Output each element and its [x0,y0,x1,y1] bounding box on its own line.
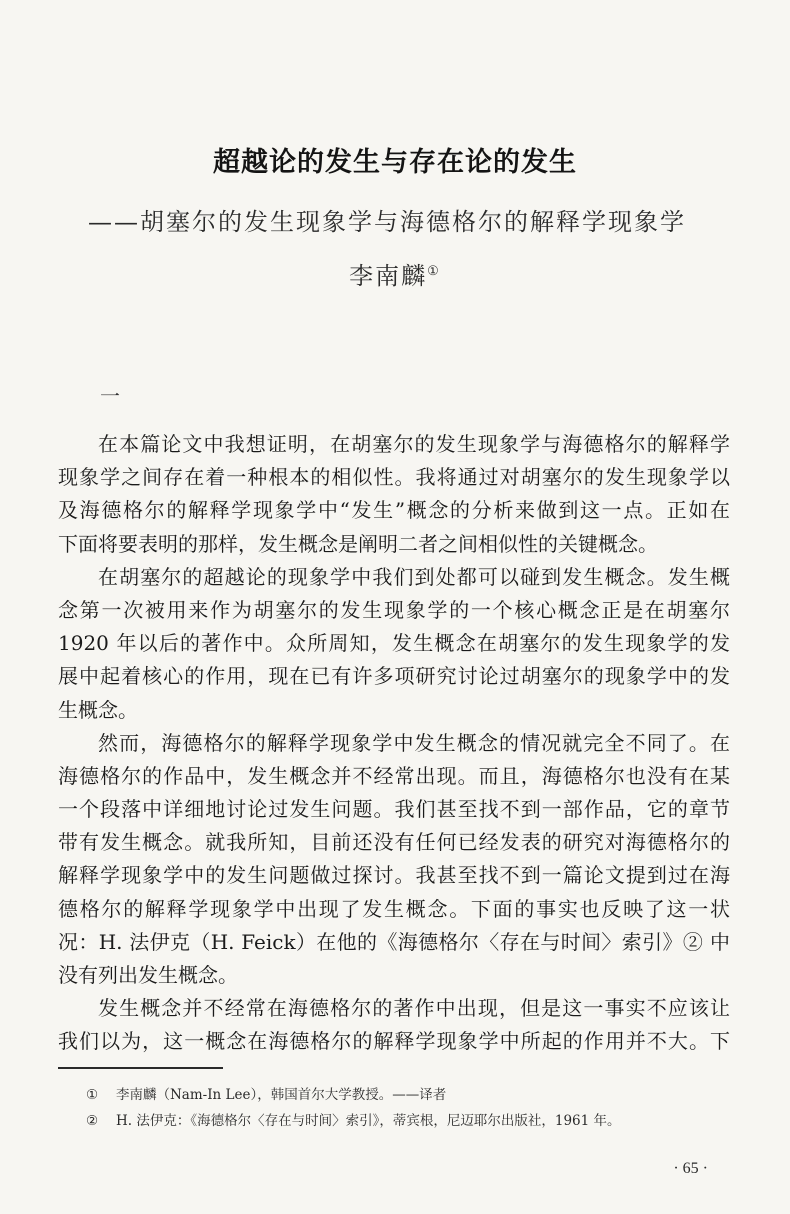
paragraph-3-line-3: 一个段落中详细地讨论过发生问题。我们甚至找不到一部作品，它的章节 [58,797,730,822]
footnote-1-text: 李南麟（Nam-In Lee），韩国首尔大学教授。——译者 [116,1087,447,1103]
paragraph-3-line-6: 德格尔的解释学现象学中出现了发生概念。下面的事实也反映了这一状 [58,896,730,921]
paragraph-1-line-4: 下面将要表明的那样，发生概念是阐明二者之间相似性的关键概念。 [58,531,658,556]
footnote-2-marker: ② [86,1113,99,1129]
footnote-1 [86,1082,726,1108]
paragraph-3-line-2: 海德格尔的作品中，发生概念并不经常出现。而且，海德格尔也没有在某 [58,763,730,788]
paragraph-1-line-2: 现象学之间存在着一种根本的相似性。我将通过对胡塞尔的发生现象学以 [58,465,730,490]
paragraph-3-line-4: 带有发生概念。就我所知，目前还没有任何已经发表的研究对海德格尔的 [58,830,730,855]
page-number: · 65 · [673,1160,708,1177]
paragraph-3-line-7: 况：H. 法伊克（H. Feick）在他的《海德格尔〈存在与时间〉索引》② 中 [58,929,730,954]
section-number: 一 [100,384,120,408]
paragraph-2-line-2: 念第一次被用来作为胡塞尔的发生现象学的一个核心概念正是在胡塞尔 [58,597,730,622]
paragraph-4-line-2: 我们以为，这一概念在海德格尔的解释学现象学中所起的作用并不大。下 [58,1029,730,1054]
paragraph-2-line-1: 在胡塞尔的超越论的现象学中我们到处都可以碰到发生概念。发生概 [98,564,730,589]
paragraph-3-line-1: 然而，海德格尔的解释学现象学中发生概念的情况就完全不同了。在 [98,730,730,755]
paragraph-2-line-3: 1920 年以后的著作中。众所周知，发生概念在胡塞尔的发生现象学的发 [58,631,730,656]
footnotes [86,1082,726,1134]
paragraph-3-line-5: 解释学现象学中的发生问题做过探讨。我甚至找不到一篇论文提到过在海 [58,863,730,888]
paragraph-2-line-4: 展中起着核心的作用，现在已有许多项研究讨论过胡塞尔的现象学中的发 [58,664,730,689]
author-name: 李南麟 [349,262,428,290]
body-text [58,428,730,1059]
article-author [0,256,790,291]
footnote-2-text: H. 法伊克：《海德格尔〈存在与时间〉索引》，蒂宾根，尼迈耶尔出版社，1961 年。 [116,1113,621,1129]
paragraph-4-line-1: 发生概念并不经常在海德格尔的著作中出现，但是这一事实不应该让 [98,996,730,1021]
article-title: 超越论的发生与存在论的发生 [213,147,577,178]
footnote-2 [86,1108,726,1134]
paragraph-3-line-8: 没有列出发生概念。 [58,963,238,987]
article-subtitle: ——胡塞尔的发生现象学与海德格尔的解释学现象学 [88,208,686,236]
footnote-1-marker: ① [86,1087,99,1103]
paragraph-2-line-5: 生概念。 [58,697,138,722]
footnote-divider [58,1067,223,1069]
paragraph-1-line-3: 及海德格尔的解释学现象学中“发生”概念的分析来做到这一点。正如在 [58,498,730,523]
paragraph-1-line-1: 在本篇论文中我想证明，在胡塞尔的发生现象学与海德格尔的解释学 [98,432,730,456]
author-footnote-marker: ① [427,264,441,279]
